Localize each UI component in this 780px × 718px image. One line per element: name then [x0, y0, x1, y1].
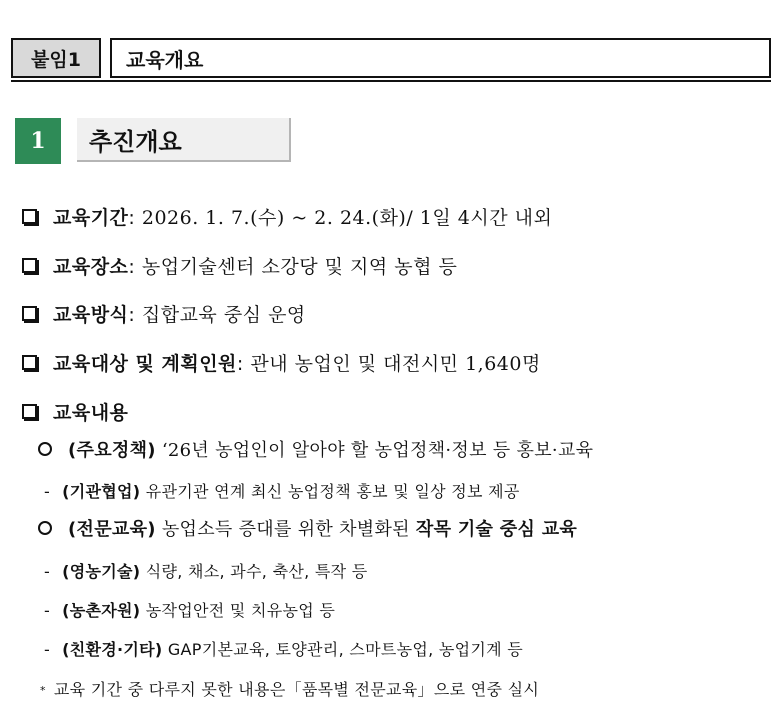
- circle-bullet-icon: [38, 442, 52, 456]
- section-number: 1: [15, 118, 61, 164]
- farming-label: (영농기술): [62, 562, 141, 581]
- expert-emphasis: 작목 기술 중심 교육: [415, 519, 578, 540]
- checkbox-icon: [22, 258, 37, 273]
- rural-item: [44, 598, 335, 621]
- policy-text: ‘26년 농업인이 알아야 할 농업정책·정보 등 홍보·교육: [155, 440, 594, 461]
- item-label: 교육기간: [53, 207, 129, 229]
- expert-text: 농업소득 증대를 위한 차별화된: [155, 519, 416, 540]
- cooperation-text: 유관기관 연계 최신 농업정책 홍보 및 일상 정보 제공: [140, 482, 520, 501]
- policy-item: [38, 436, 593, 462]
- policy-label: (주요정책): [68, 440, 156, 461]
- header-underline: [11, 80, 771, 82]
- expert-label: (전문교육): [68, 519, 156, 540]
- farming-item: [44, 559, 368, 582]
- checkbox-icon: [22, 209, 37, 224]
- farming-text: 식량, 채소, 과수, 축산, 특작 등: [140, 562, 368, 581]
- item-sep: :: [128, 304, 136, 326]
- rural-text: 농작업안전 및 치유농업 등: [140, 601, 336, 620]
- item-sep: :: [236, 353, 244, 375]
- dash-bullet: -: [44, 562, 51, 581]
- item-text: 관내 농업인 및 대전시민 1,640명: [243, 353, 541, 375]
- attachment-tag: 붙임1: [11, 38, 101, 78]
- rural-label: (농촌자원): [62, 601, 141, 620]
- item-label: 교육방식: [53, 304, 129, 326]
- attachment-header: [11, 38, 771, 82]
- eco-text: GAP기본교육, 토양관리, 스마트농업, 농업기계 등: [162, 640, 524, 659]
- dash-bullet: -: [44, 482, 51, 501]
- eco-label: (친환경·기타): [62, 640, 163, 659]
- item-label: 교육장소: [53, 256, 129, 278]
- dash-bullet: -: [44, 601, 51, 620]
- cooperation-label: (기관협업): [62, 482, 141, 501]
- item-label: 교육대상 및 계획인원: [53, 353, 237, 375]
- item-text: 농업기술센터 소강당 및 지역 농협 등: [135, 256, 458, 278]
- item-period: [22, 203, 552, 230]
- eco-item: [44, 637, 523, 660]
- dash-bullet: -: [44, 640, 51, 659]
- item-contents: [22, 398, 128, 425]
- item-method: [22, 300, 306, 327]
- footnote-text: 교육 기간 중 다루지 못한 내용은「품목별 전문교육」으로 연중 실시: [53, 680, 540, 699]
- checkbox-icon: [22, 404, 37, 419]
- cooperation-item: [44, 479, 520, 502]
- item-location: [22, 252, 457, 279]
- checkbox-icon: [22, 355, 37, 370]
- item-text: 2026. 1. 7.(수) ~ 2. 24.(화)/ 1일 4시간 내외: [135, 207, 553, 229]
- item-sep: :: [128, 256, 136, 278]
- circle-bullet-icon: [38, 521, 52, 535]
- footnote: [40, 677, 539, 700]
- section-title: 추진개요: [77, 118, 291, 162]
- attachment-title: 교육개요: [110, 38, 771, 78]
- item-sep: :: [128, 207, 136, 229]
- checkbox-icon: [22, 306, 37, 321]
- item-label: 교육내용: [53, 402, 129, 424]
- item-text: 집합교육 중심 운영: [135, 304, 306, 326]
- item-target: [22, 349, 541, 376]
- asterisk-mark: *: [40, 684, 46, 697]
- expert-item: [38, 515, 577, 541]
